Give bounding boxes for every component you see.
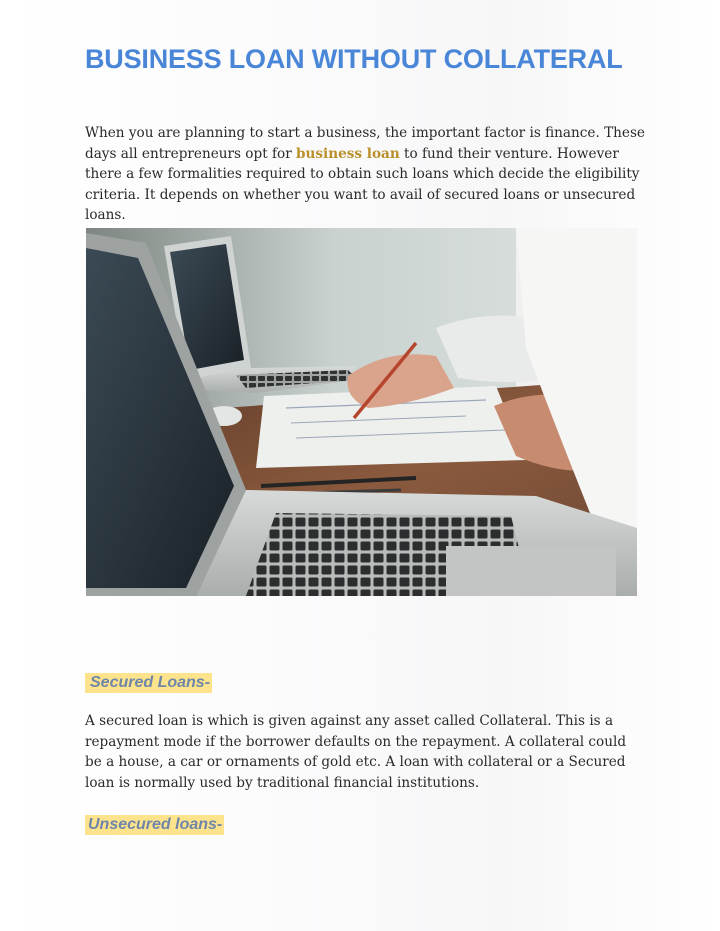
- unsecured-loans-heading: Unsecured loans-: [85, 815, 224, 835]
- intro-text-end: to fund their venture. However there a few formalities required to obtain such loans which decide the eligibility criteria. It depends on whether you want to avail of secured loans or unsecured loans.: [85, 145, 640, 224]
- secured-loans-heading: Secured Loans-: [85, 673, 212, 693]
- business-loan-link[interactable]: business loan: [296, 145, 400, 162]
- intro-paragraph: [85, 123, 645, 226]
- secured-loans-paragraph: A secured loan is which is given against any asset called Collateral. This is a repayment mode if the borrower defaults on the repayment. A collateral could be a house, a car or ornaments of gold etc. A loan with collateral or a Secured loan is normally used by traditional financial institutions.: [85, 713, 627, 791]
- page-title: BUSINESS LOAN WITHOUT COLLATERAL: [85, 44, 623, 74]
- intro-text-start: When you are planning to start a business, the important factor is finance. These days all entrepreneurs opt for: [85, 125, 645, 162]
- business-meeting-photo: [86, 228, 637, 596]
